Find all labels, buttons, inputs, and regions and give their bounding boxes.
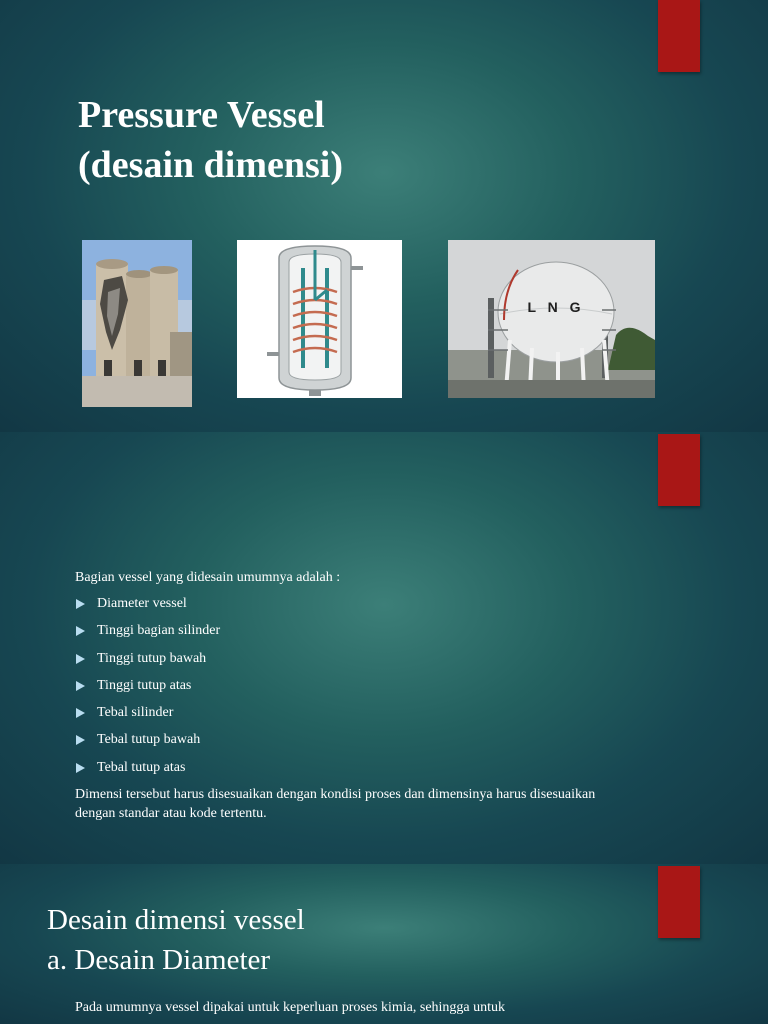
list-item-label: Tebal silinder xyxy=(97,705,174,721)
silo-photo xyxy=(82,240,192,407)
bullet-arrow-icon xyxy=(76,763,85,773)
intro-text: Bagian vessel yang didesain umumnya adalah : xyxy=(75,570,341,585)
list-item-label: Tinggi tutup atas xyxy=(97,677,192,693)
list-item-label: Tebal tutup atas xyxy=(97,759,186,775)
list-item xyxy=(75,726,220,753)
body-paragraph: Pada umumnya vessel dipakai untuk keperluan proses kimia, sehingga untuk xyxy=(75,1000,506,1015)
note-text: Dimensi tersebut harus disesuaikan dengan kondisi proses dan dimensinya harus disesuaikan dengan standar atau kode tertentu. xyxy=(75,787,596,821)
list-item xyxy=(75,617,220,644)
lng-label: L N G xyxy=(527,299,585,315)
bullet-arrow-icon xyxy=(76,599,85,609)
bullet-arrow-icon xyxy=(76,654,85,664)
accent-bar xyxy=(658,434,700,506)
slide-diameter-design xyxy=(0,864,768,1024)
list-item xyxy=(75,699,220,726)
list-item-label: Tinggi bagian silinder xyxy=(97,623,221,639)
title-line-2: (desain dimensi) xyxy=(78,144,343,186)
accent-bar xyxy=(658,866,700,938)
list-item xyxy=(75,754,220,781)
parts-list xyxy=(75,590,220,781)
bullet-arrow-icon xyxy=(76,708,85,718)
list-item-label: Diameter vessel xyxy=(97,596,187,611)
list-item xyxy=(75,590,220,617)
slide-title-heading xyxy=(78,90,343,190)
heading-line-2: a. Desain Diameter xyxy=(47,944,271,976)
list-item-label: Tinggi tutup bawah xyxy=(97,650,207,666)
accent-bar xyxy=(658,0,700,72)
bullet-arrow-icon xyxy=(76,735,85,745)
bullet-arrow-icon xyxy=(76,681,85,691)
list-item-label: Tebal tutup bawah xyxy=(97,732,201,748)
lng-sphere-photo xyxy=(448,240,655,398)
jacketed-tank-diagram xyxy=(237,240,402,398)
slide-heading xyxy=(47,900,305,980)
heading-line-1: Desain dimensi vessel xyxy=(47,904,305,936)
slide-title xyxy=(0,0,768,432)
bullet-arrow-icon xyxy=(76,626,85,636)
slide-parts-list xyxy=(0,432,768,864)
list-item xyxy=(75,645,220,672)
title-line-1: Pressure Vessel xyxy=(78,94,325,136)
list-item xyxy=(75,672,220,699)
